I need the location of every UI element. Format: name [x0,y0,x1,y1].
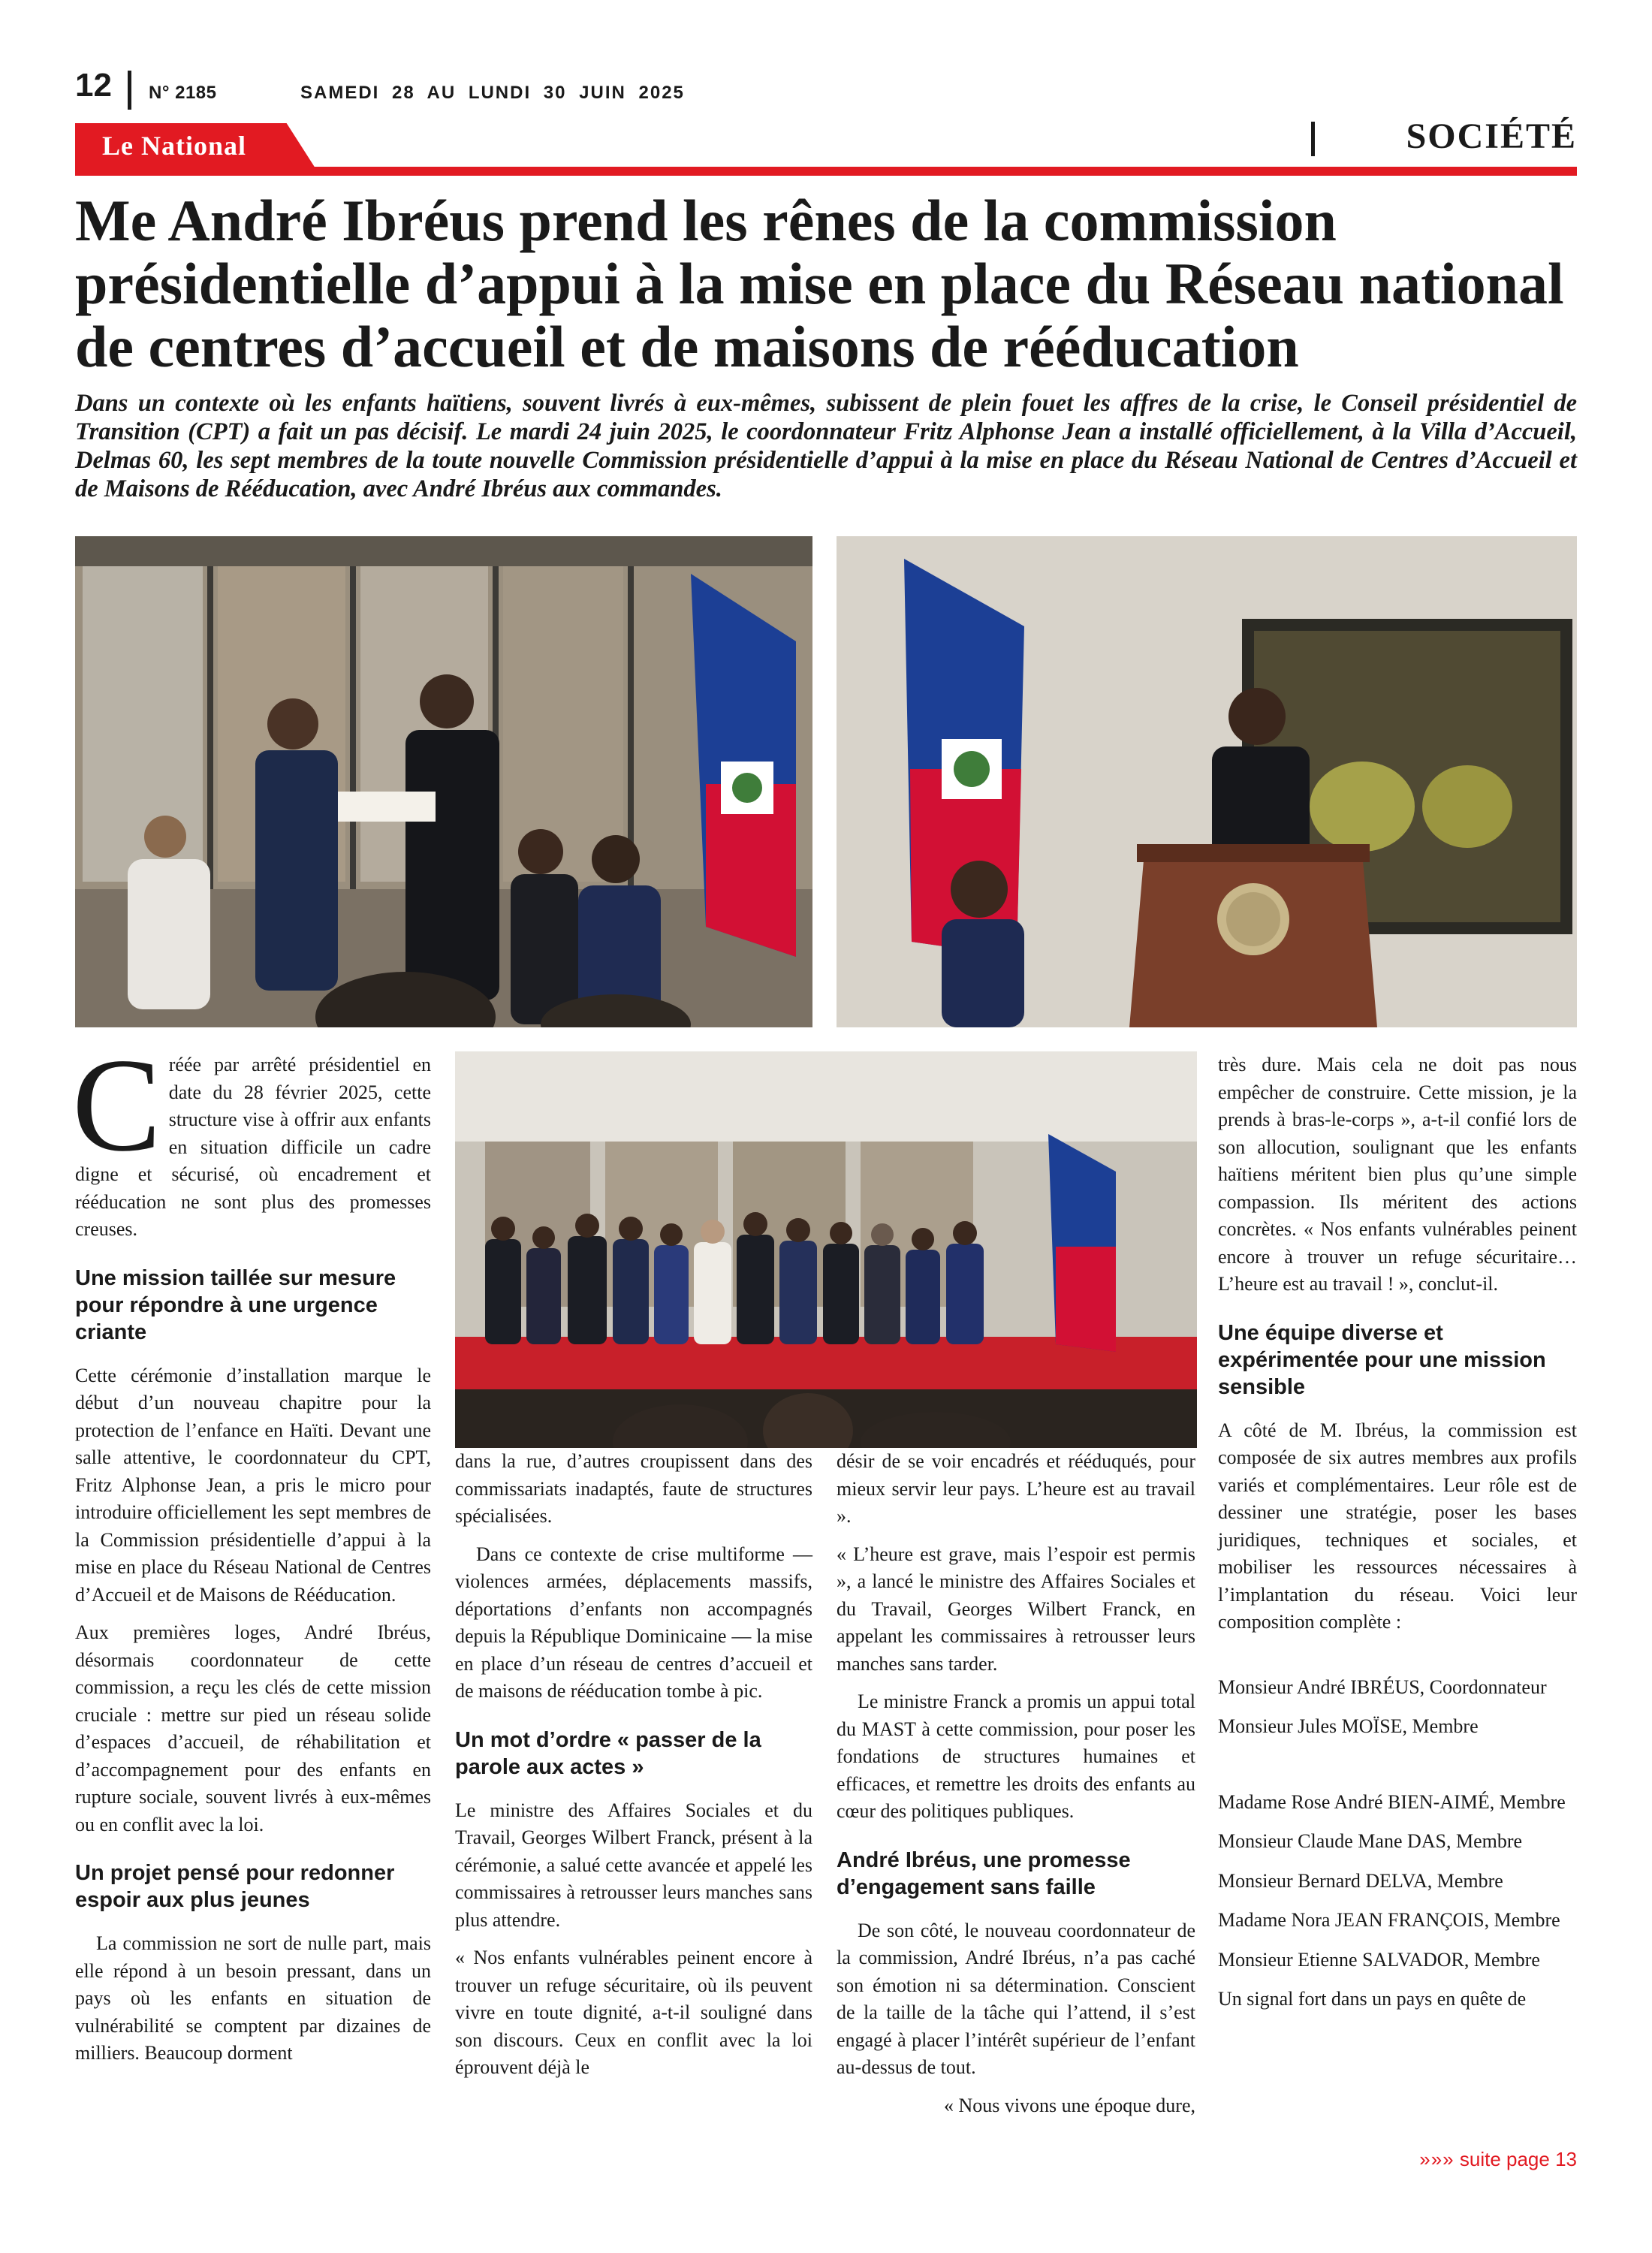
article-headline: Me André Ibréus prend les rênes de la commission présidentielle d’appui à la mise en place du Réseau national de centres d’accueil et de maisons de rééducation [75,188,1564,379]
member-entry: Monsieur Jules MOÏSE, Membre [1218,1715,1479,1737]
paragraph: dans la rue, d’autres croupissent dans des commissariats inadaptés, faute de structures spécialisées. [455,1450,812,1527]
subheading: Une mission taillée sur mesure pour répondre à une urgence criante [75,1265,396,1344]
article-standfirst: Dans un contexte où les enfants haïtiens, souvent livrés à eux-mêmes, subissent de plein fouet les affres de la crise, le Conseil présidentiel de Transition (CPT) a fait un pas décisif. Le mardi 24 juin 2025, le coordonnateur Fritz Alphonse Jean a installé officiellement, à la Villa d’Accueil, Delmas 60, les sept membres de la toute nouvelle Commission présidentielle d’appui à la mise en place du Réseau National de Centres d’Accueil et de Maisons de Rééducation, avec André Ibréus aux commandes. [75,390,1577,502]
paragraph: désir de se voir encadrés et rééduqués, pour mieux servir leur pays. L’heure est au travail ». [837,1450,1195,1527]
member-entry: Monsieur André IBRÉUS, Coordonnateur [1218,1675,1547,1698]
issue-number: N° 2185 [149,83,217,103]
member-entry: Madame Rose André BIEN-AIMÉ, Membre [1218,1790,1566,1813]
header-rule [75,167,1577,176]
continuation-text: suite page 13 [1459,2148,1577,2170]
lead-paragraph: Créée par arrêté présidentiel en date du 28 février 2025, cette structure vise à offrir aux enfants en situation difficile un cadre digne et sécurisé, où encadrement et rééducation ne sont plus des promesses creuses. [72,1030,431,1240]
paragraph: La commission ne sort de nulle part, mais elle répond à un besoin pressant, dans un pays où les enfants en situation de vulnérabilité se comptent par dizaines de milliers. Beaucoup dorment [75,1932,431,2064]
member-entry: Madame Nora JEAN FRANÇOIS, Membre [1218,1909,1560,1931]
page-number: 12 [75,67,112,104]
article-column-2 [455,1448,812,2092]
paragraph: Le ministre Franck a promis un appui total du MAST à cette commission, pour poser les fondations de structures humaines et efficaces, et remettre les droits des enfants au cœur des politiques publiques. [837,1691,1195,1822]
paragraph: « L’heure est grave, mais l’espoir est permis », a lancé le ministre des Affaires Sociales et du Travail, Georges Wilbert Franck, en appelant les commissaires à retrousser leurs manches sans tarder. [837,1543,1195,1675]
continuation-arrows: »»» [1419,2148,1455,2170]
newspaper-brand [75,123,315,168]
paragraph: Aux premières loges, André Ibréus, désormais coordonnateur de cette commission, a reçu les clés de cette mission cruciale : mettre sur pied un réseau solide d’espaces d’accueil, de réhabilitation et d’accompagnement pour des enfants en rupture sociale, souvent livrés à eux-mêmes ou en conflit avec la loi. [75,1621,431,1835]
paragraph: très dure. Mais cela ne doit pas nous empêcher de construire. Cette mission, je la prends à bras-le-corps », a-t-il confié lors de son allocution, soulignant que les enfants haïtiens méritent bien plus qu’une simple compassion. Ils méritent des actions concrètes. « Nos enfants vulnérables peinent encore à trouver un refuge sécuritaire… L’heure est au travail ! », conclut-il. [1218,1054,1577,1295]
photo-speech-podium [837,536,1577,1027]
subheading: Un mot d’ordre « passer de la parole aux actes » [455,1727,761,1779]
paragraph: « Nos enfants vulnérables peinent encore à trouver un refuge sécuritaire, où ils peuvent vivre en toute dignité, a-t-il souligné dans son discours. Ceux en conflit avec la loi éprouvent déjà le [455,1947,812,2078]
issue-date: SAMEDI 28 AU LUNDI 30 JUIN 2025 [300,83,685,103]
subheading: Une équipe diverse et expérimentée pour une mission sensible [1218,1320,1546,1399]
article-column-1 [72,1030,431,2078]
section-divider [1311,122,1315,156]
paragraph: Le ministre des Affaires Sociales et du Travail, Georges Wilbert Franck, présent à la cérémonie, a salué cette avancée et appelé les commissaires à retrousser leurs manches sans plus attendre. [455,1799,812,1931]
paragraph: A côté de M. Ibréus, la commission est composée de six autres membres aux profils variés et complémentaires. Leur rôle est de dessiner une stratégie, poser les bases juridiques, techniques et sociales, et mobiliser les ressources nécessaires à l’implantation du réseau. Voici leur composition complète : [1218,1419,1577,1633]
drop-cap: C [72,1030,161,1179]
article-column-4 [1218,1051,1577,2024]
paragraph: Dans ce contexte de crise multiforme — violences armées, déplacements massifs, déportations d’enfants non accompagnés depuis la République Dominicaine — la mise en place d’un réseau de centres d’accueil et de maisons de rééducation tombe à pic. [455,1543,812,1702]
photo-ceremony-handover [75,536,812,1027]
paragraph: Cette cérémonie d’installation marque le début d’un nouveau chapitre pour la protection de l’enfance en Haïti. Devant une salle attentive, le coordonnateur du CPT, Fritz Alphonse Jean, a pris le micro pour introduire officiellement les sept membres de la Commission présidentielle d’appui à la mise en place du Réseau National de Centres d’Accueil et de Maisons de Rééducation. [75,1364,431,1606]
subheading: Un projet pensé pour redonner espoir aux plus jeunes [75,1861,395,1912]
continuation-link[interactable] [1419,2148,1577,2171]
paragraph: « Nous vivons une époque dure, [943,2094,1195,2116]
article-column-3 [837,1448,1195,2130]
paragraph: De son côté, le nouveau coordonnateur de la commission, André Ibréus, n’a pas caché son émotion ni sa détermination. Conscient de la taille de la tâche qui l’attend, il s’est engagé à placer l’intérêt supérieur de l’enfant au-dessus de tout. [837,1919,1195,2078]
member-entry: Monsieur Bernard DELVA, Membre [1218,1869,1503,1892]
subheading: André Ibréus, une promesse d’engagement sans faille [837,1847,1131,1899]
member-entry: Monsieur Claude Mane DAS, Membre [1218,1830,1523,1852]
brand-name: Le National [102,131,247,161]
header-divider [128,71,131,110]
paragraph: Un signal fort dans un pays en quête de [1218,1988,1527,2010]
photo-commission-group [455,1051,1197,1448]
member-entry: Monsieur Etienne SALVADOR, Membre [1218,1948,1540,1971]
section-title: SOCIÉTÉ [1406,116,1577,156]
